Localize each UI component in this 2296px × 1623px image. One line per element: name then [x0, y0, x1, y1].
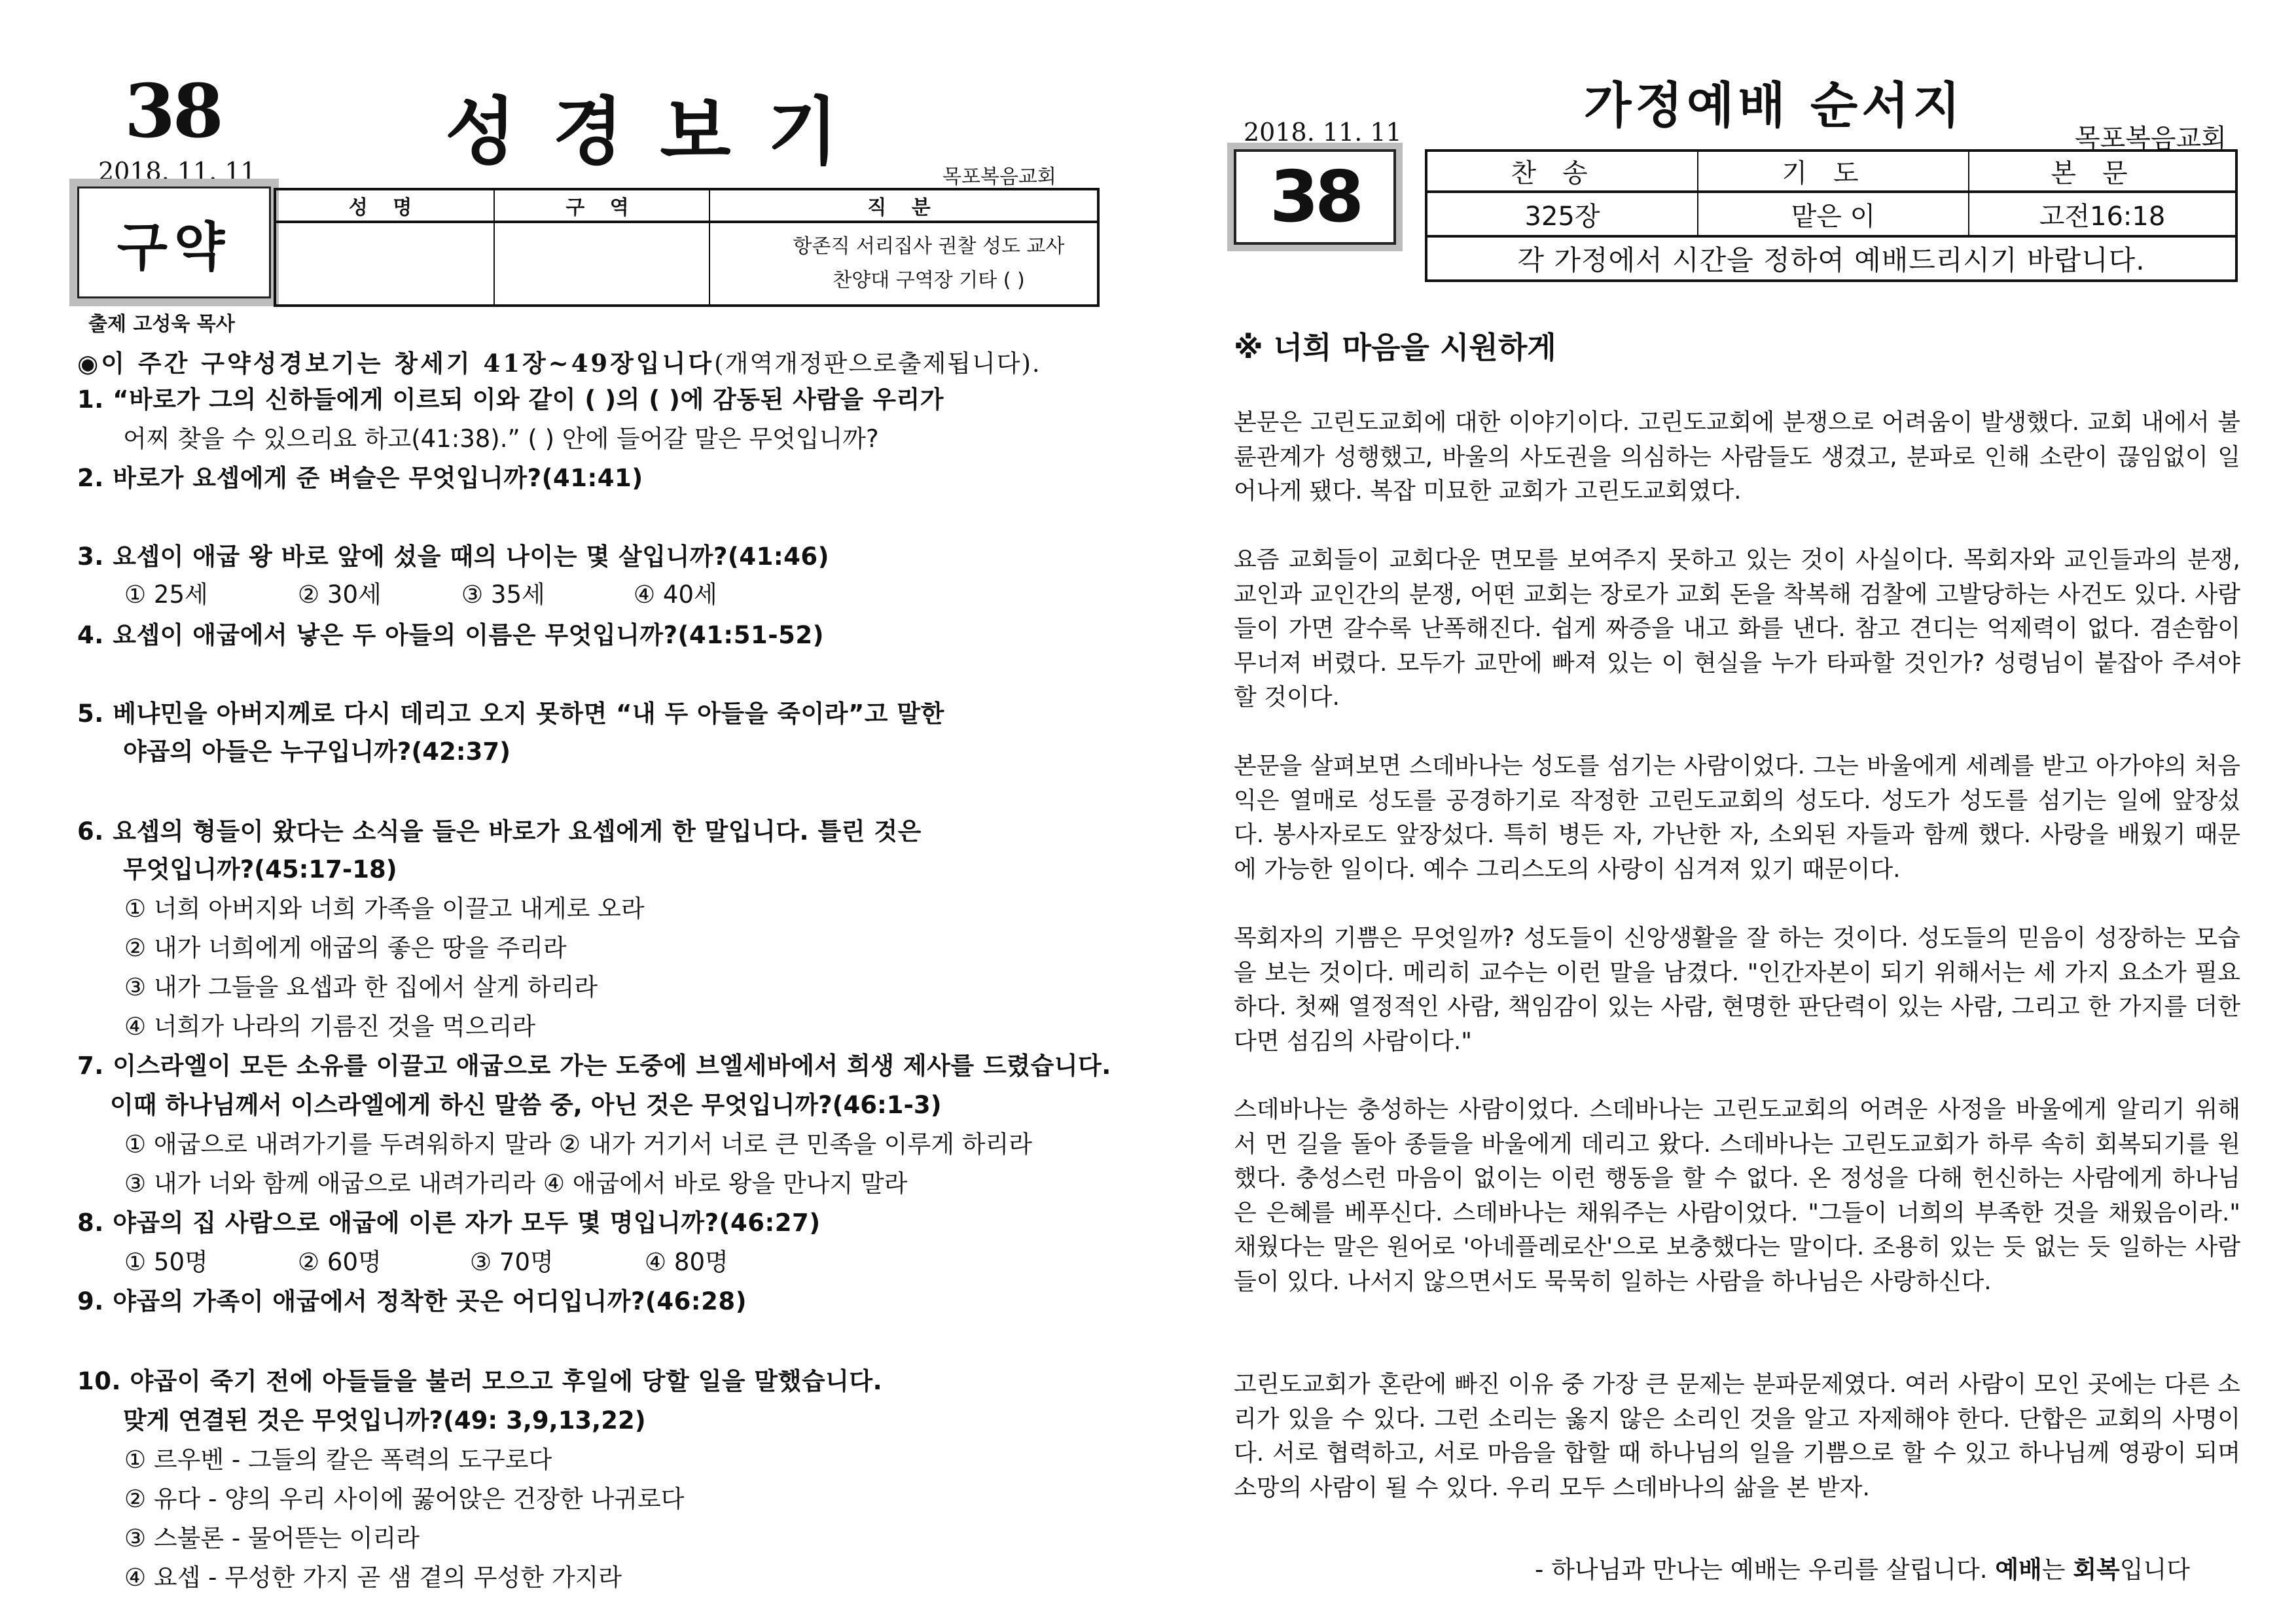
- position-cell[interactable]: [709, 222, 1098, 306]
- old-testament-label: 구약: [117, 217, 232, 277]
- q8-option-1: ① 50명: [124, 1248, 208, 1276]
- closing-bold-worship: 예배: [1995, 1556, 2042, 1584]
- question-6-line2: 무엇입니까?(45:17-18): [123, 855, 397, 883]
- question-4: [77, 615, 824, 651]
- q10-option-1: ① 르우벤 - 그들의 칼은 폭력의 도구로다: [124, 1446, 552, 1474]
- header-district: 구 역: [494, 189, 709, 222]
- header-prayer: 기도: [1698, 151, 1969, 192]
- intro-note: (개역개정판으로출제됩니다).: [714, 349, 1041, 378]
- right-date: 2018. 11. 11: [1244, 118, 1402, 147]
- q6-option-1: ① 너희 아버지와 너희 가족을 이끌고 내게로 오라: [124, 895, 645, 923]
- sermon-paragraph-2: 요즘 교회들이 교회다운 면모를 보여주지 못하고 있는 것이 사실이다. 목회자와 교인들과의 분쟁, 교인과 교인간의 분쟁, 어떤 교회는 장로가 교회 돈을 착복해 검찰에 고발당하는 사건도 있다. 사람들이 가면 갈수록 난폭해진다. 쉽게 짜증을 내고 화를 낸다. 참고 견디는 억제력이 없다. 겸손함이 무너져 버렸다. 모두가 교만에 빠져 있는 이 현실을 누가 타파할 것인가? 성령님이 붙잡아 주셔야 할 것이다.: [1234, 546, 2240, 711]
- q6-option-4: ④ 너희가 나라의 기름진 것을 먹으리라: [124, 1012, 536, 1041]
- sermon-paragraph-4: 목회자의 기쁨은 무엇일까? 성도들이 신앙생활을 잘 하는 것이다. 성도들의 믿음이 성장하는 모습을 보는 것이다. 메리히 교수는 이런 말을 남겼다. "인간자본이 되기 위해서는 세 가지 요소가 필요하다. 첫째 열정적인 사람, 책임감이 있는 사람, 현명한 판단력이 있는 사람, 그리고 한 가지를 더한다면 섬김의 사람이다.": [1234, 925, 2240, 1055]
- q7-options-line2: ③ 내가 너와 함께 애굽으로 내려가리라 ④ 애굽에서 바로 왕을 만나지 말라: [124, 1169, 908, 1198]
- question-10: [77, 1361, 882, 1397]
- question-10-line2: 맞게 연결된 것은 무엇입니까?(49: 3,9,13,22): [123, 1406, 646, 1435]
- question-1-number: 1.: [77, 385, 104, 414]
- q3-option-3: ③ 35세: [461, 580, 545, 609]
- left-church-name: 목포복음교회: [942, 166, 1056, 188]
- closing-end: 입니다: [2119, 1556, 2191, 1584]
- hymn-value: 325장: [1426, 192, 1698, 236]
- question-5: [77, 694, 944, 729]
- question-7-line1: 이스라엘이 모든 소유를 이끌고 애굽으로 가는 도중에 브엘세바에서 희생 제사를 드렸습니다.: [113, 1052, 1111, 1080]
- q10-option-4: ④ 요셉 - 무성한 가지 곧 샘 곁의 무성한 가지라: [124, 1563, 622, 1592]
- sermon-paragraph-3: 본문을 살펴보면 스데바나는 성도를 섬기는 사람이었다. 그는 바울에게 세례를 받고 아가야의 처음 익은 열매로 성도를 공경하기로 작정한 고린도교회의 성도다. 성도가 성도를 섬기는 일에 앞장섰다. 봉사자로도 앞장섰다. 특히 병든 자, 가난한 자, 소외된 자들과 함께 했다. 사랑을 배웠기 때문에 가능한 일이다. 예수 그리스도의 사랑이 심겨져 있기 때문이다.: [1234, 753, 2240, 883]
- sermon-paragraph-5: 스데바나는 충성하는 사람이었다. 스데바나는 고린도교회의 어려운 사정을 바울에게 알리기 위해서 먼 길을 돌아 종들을 바울에게 데리고 왔다. 스데바나는 고린도교회가 하루 속히 회복되기를 원했다. 충성스런 마음이 없이는 이런 행동을 할 수 없다. 온 정성을 다해 헌신하는 사람에게 하나님은 은혜를 베푸신다. 스데바나는 채워주는 사람이었다. "그들이 너희의 부족한 것을 채웠음이라." 채웠다는 말은 원어로 '아네플레로산'으로 보충했다는 말이다. 조용히 있는 듯 없는 듯 일하는 사람들이 있다. 나서지 않으면서도 묵묵히 일하는 사람을 하나님은 사랑하신다.: [1234, 1096, 2240, 1295]
- left-issue-number: 38: [124, 69, 221, 154]
- worship-order-table: [1425, 149, 2238, 282]
- question-10-line1: 야곱이 죽기 전에 아들들을 불러 모으고 후일에 당할 일을 말했습니다.: [130, 1367, 883, 1395]
- q3-option-2: ② 30세: [298, 580, 382, 609]
- question-8-line1: 야곱의 집 사람으로 애굽에 이른 자가 모두 몇 명입니까?(46:27): [113, 1209, 821, 1237]
- question-1-line1: “바로가 그의 신하들에게 이르되 이와 같이 ( )의 ( )에 감동된 사람을 우리가: [113, 385, 944, 414]
- q3-option-1: ① 25세: [124, 580, 208, 609]
- question-4-number: 4.: [77, 621, 104, 649]
- question-7-number: 7.: [77, 1052, 104, 1080]
- question-7-line2: 이때 하나님께서 이스라엘에게 하신 말씀 중, 아닌 것은 무엇입니까?(46:1-3): [110, 1091, 942, 1119]
- q6-option-2: ② 내가 너희에게 애굽의 좋은 땅을 주리라: [124, 934, 567, 962]
- question-5-line1: 베냐민을 아버지께로 다시 데리고 오지 못하면 “내 두 아들을 죽이라”고 말한: [113, 700, 944, 728]
- question-7: [77, 1046, 1111, 1081]
- name-cell[interactable]: [275, 222, 494, 306]
- district-cell[interactable]: [494, 222, 709, 306]
- right-page-title: 가정예배 순서지: [1584, 77, 1965, 134]
- q7-options-line1: ① 애굽으로 내려가기를 두려워하지 말라 ② 내가 거기서 너로 큰 민족을 이루게 하리라: [124, 1130, 1032, 1158]
- question-3-number: 3.: [77, 543, 104, 571]
- left-page-title: 성경보기: [445, 89, 875, 175]
- question-9-line1: 야곱의 가족이 애굽에서 정착한 곳은 어디입니까?(46:28): [113, 1287, 747, 1315]
- question-6-line1: 요셉의 형들이 왔다는 소식을 들은 바로가 요셉에게 한 말입니다. 틀린 것은: [113, 817, 922, 846]
- intro-line: [77, 344, 1041, 379]
- question-5-line2: 야곱의 아들은 누구입니까?(42:37): [123, 738, 511, 766]
- question-1: [77, 380, 944, 415]
- q8-option-2: ② 60명: [298, 1248, 382, 1276]
- question-3-line1: 요셉이 애굽 왕 바로 앞에 섰을 때의 나이는 몇 살입니까?(41:46): [113, 543, 830, 571]
- prayer-value: 맡은 이: [1698, 192, 1969, 236]
- q3-option-4: ④ 40세: [634, 580, 717, 609]
- scripture-value: 고전16:18: [1969, 192, 2236, 236]
- header-hymn: 찬송: [1426, 151, 1698, 192]
- position-options-line2: 찬양대 구역장 기타 ( ): [833, 269, 1025, 292]
- right-issue-number-box: [1234, 149, 1396, 245]
- q10-option-2: ② 유다 - 양의 우리 사이에 꿇어앉은 건장한 나귀로다: [124, 1485, 685, 1513]
- question-6-number: 6.: [77, 817, 104, 846]
- right-church-name: 목포복음교회: [2075, 124, 2227, 154]
- question-3: [77, 537, 829, 572]
- q10-option-3: ③ 스불론 - 물어뜯는 이리라: [124, 1524, 420, 1552]
- sermon-paragraph-1: 본문은 고린도교회에 대한 이야기이다. 고린도교회에 분쟁으로 어려움이 발생했다. 교회 내에서 불륜관계가 성행했고, 바울의 사도권을 의심하는 사람들도 생겼고, 분파로 인해 소란이 끊임없이 일어나게 됐다. 복잡 미묘한 교회가 고린도교회였다.: [1234, 409, 2240, 505]
- position-options-line1: 항존직 서리집사 권찰 성도 교사: [793, 235, 1065, 258]
- old-testament-box: [77, 187, 271, 298]
- intro-text: ◉이 주간 구약성경보기는 창세기 41장~49장입니다: [77, 349, 715, 378]
- question-2: [77, 458, 643, 493]
- question-10-number: 10.: [77, 1367, 122, 1395]
- closing-line: [1535, 1550, 2190, 1585]
- header-name: 성 명: [275, 189, 494, 222]
- question-9-number: 9.: [77, 1287, 104, 1315]
- q8-option-4: ④ 80명: [645, 1248, 728, 1276]
- question-2-number: 2.: [77, 464, 104, 492]
- header-position: 직 분: [709, 189, 1098, 222]
- question-5-number: 5.: [77, 700, 104, 728]
- question-6: [77, 812, 922, 847]
- closing-particle: 는: [2041, 1556, 2066, 1584]
- q6-option-3: ③ 내가 그들을 요셉과 한 집에서 살게 하리라: [124, 973, 598, 1001]
- closing-lead: - 하나님과 만나는 예배는 우리를 살립니다.: [1535, 1556, 1988, 1584]
- question-4-line1: 요셉이 애굽에서 낳은 두 아들의 이름은 무엇입니까?(41:51-52): [113, 621, 824, 649]
- q8-option-3: ③ 70명: [470, 1248, 554, 1276]
- right-issue-number: 38: [1269, 156, 1361, 238]
- sermon-paragraph-6: 고린도교회가 혼란에 빠진 이유 중 가장 큰 문제는 분파문제였다. 여러 사람이 모인 곳에는 다른 소리가 있을 수 있다. 그런 소리는 옳지 않은 소리인 것을 알고 자제해야 한다. 단합은 교회의 사명이다. 서로 협력하고, 서로 마음을 합할 때 하나님의 일을 기쁨으로 할 수 있고 하나님께 영광이 되며 소망의 사람이 될 수 있다. 우리 모두 스데바나의 삶을 본 받자.: [1234, 1371, 2240, 1501]
- question-8-number: 8.: [77, 1209, 104, 1237]
- left-date: 2018. 11. 11: [98, 157, 257, 186]
- member-info-table: [274, 188, 1100, 307]
- worship-instruction: 각 가정에서 시간을 정하여 예배드리시기 바랍니다.: [1426, 236, 2236, 281]
- closing-bold-recovery: 회복: [2073, 1556, 2120, 1584]
- question-9: [77, 1281, 747, 1317]
- question-8: [77, 1203, 821, 1238]
- question-2-line1: 바로가 요셉에게 준 벼슬은 무엇입니까?(41:41): [113, 464, 643, 492]
- sermon-heading: ※ 너희 마음을 시원하게: [1234, 330, 1556, 365]
- question-1-line2: 어찌 찾을 수 있으리요 하고(41:38).” ( ) 안에 들어갈 말은 무엇입니까?: [123, 425, 879, 453]
- author-credit: 출제 고성욱 목사: [88, 313, 235, 336]
- header-scripture: 본문: [1969, 151, 2236, 192]
